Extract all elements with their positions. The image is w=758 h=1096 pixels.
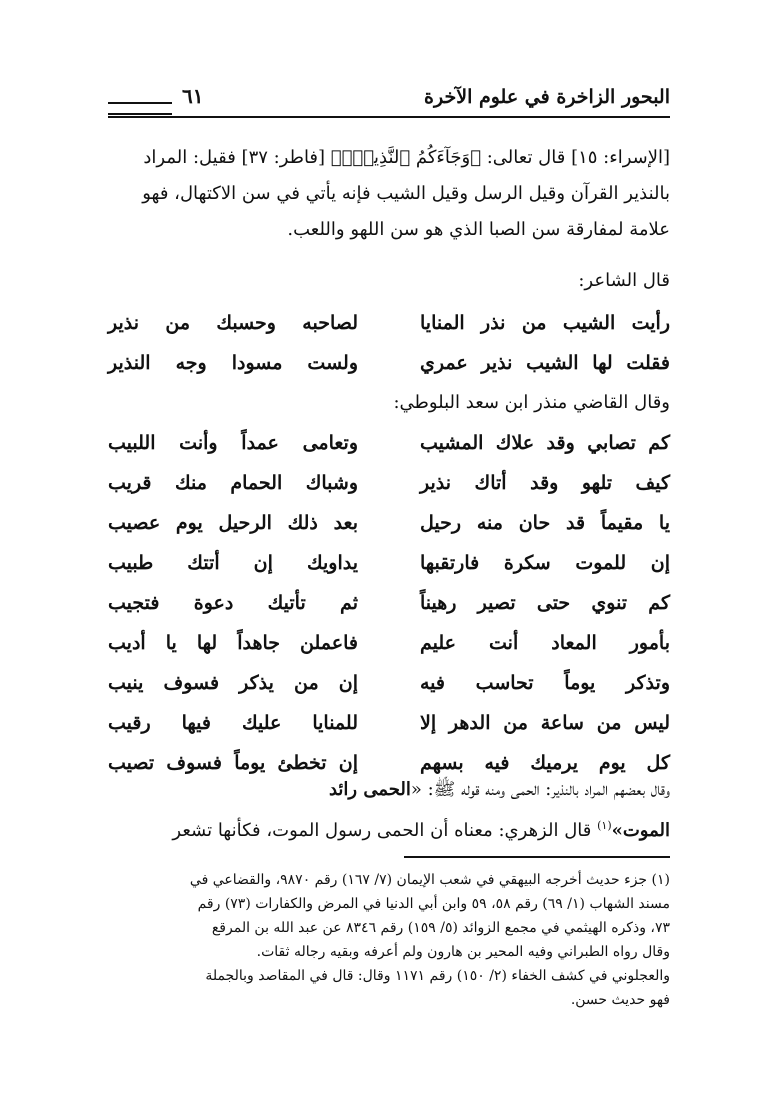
verse [108,472,670,512]
paragraph-quran-citation [108,140,670,248]
running-title: البحور الزاخرة في علوم الآخرة [424,86,670,108]
poem-second [108,432,670,792]
text-line [108,808,670,849]
verse-second-hemistich: ولست مسودا وجه النذير [108,352,358,374]
verse-first-hemistich: بأمور المعاد أنت عليم [420,632,670,654]
verse-second-hemistich: يداويك إن أتتك طبيب [108,552,358,574]
verse-first-hemistich: ليس من ساعة من الدهر إلا [420,712,670,734]
verse-second-hemistich: للمنايا عليك فيها رقيب [108,712,358,734]
verse-first-hemistich: إن للموت سكرة فارتقبها [420,552,670,574]
hadith-quote-bold: الحمى رائد [328,779,411,800]
text-line: علامة لمفارقة سن الصبا الذي هو سن اللهو واللعب. [287,219,670,240]
header-ornament-bars [108,102,172,115]
text-run: قال الزهري: معناه أن الحمى رسول الموت، فكأنها تشعر [172,820,598,841]
verse [108,432,670,472]
header-rule [108,116,670,118]
verse-first-hemistich: كيف تلهو وقد أتاك نذير [420,472,670,494]
footnote-line: فهو حديث حسن. [570,992,670,1008]
footnotes [108,868,670,1012]
footnote-line: وقال رواه الطبراني وفيه المحير بن هارون ولم أعرفه وبقيه رجاله ثقات. [256,944,670,960]
hadith-quote-bold: الموت» [611,820,670,841]
footnote-line: (١) جزء حديث أخرجه البيهقي في شعب الإيمان (٧/ ١٦٧) رقم ٩٨٧٠، والقضاعي في [189,872,670,888]
verse-second-hemistich: ثم تأتيك دعوة فتجيب [108,592,358,614]
page-header [108,80,670,124]
poem-first [108,312,670,392]
verse-first-hemistich: وتذكر يوماً تحاسب فيه [420,672,670,694]
text-line: بالنذير القرآن وقيل الرسل وقيل الشيب فإنه يأتي في سن الاكتهال، فهو [142,183,670,204]
footnote-separator [404,856,670,858]
poem-intro-judge: وقال القاضي منذر ابن سعد البلوطي: [393,392,670,413]
poem-intro-poet: قال الشاعر: [578,270,670,291]
verse [108,352,670,392]
text-run: وقال بعضهم المراد بالنذير: الحمى ومنه قوله ﷺ: « [410,779,670,800]
verse-second-hemistich: وشباك الحمام منك قريب [108,472,358,494]
verse [108,632,670,672]
verse-second-hemistich: فاعملن جاهداً لها يا أديب [108,632,358,654]
verse-first-hemistich: فقلت لها الشيب نذير عمري [420,352,670,374]
footnote-marker: (١) [597,819,612,832]
verse [108,552,670,592]
verse-second-hemistich: إن تخطئ يوماً فسوف تصيب [108,752,358,774]
verse-second-hemistich: لصاحبه وحسبك من نذير [108,312,358,334]
verse [108,512,670,552]
footnote-line: والعجلوني في كشف الخفاء (٢/ ١٥٠) رقم ١١٧١ وقال: قال في المقاصد وبالجملة [205,968,670,984]
verse-first-hemistich: كم تصابي وقد علاك المشيب [420,432,670,454]
text-line: [الإسراء: ١٥] قال تعالى: ﴿وَجَآءَكُمُ ٱلنَّذِيرُۖ﴾ [فاطر: ٣٧] فقيل: المراد [143,147,670,168]
verse-second-hemistich: وتعامى عمداً وأنت اللبيب [108,432,358,454]
verse-first-hemistich: يا مقيماً قد حان منه رحيل [420,512,670,534]
page-number: ٦١ [182,84,204,108]
footnote-line: مسند الشهاب (١/ ٦٩) رقم ٥٨، ٥٩ وابن أبي الدنيا في المرض والكفارات (٧٣) رقم [197,896,670,912]
text-line [108,772,670,808]
verse-first-hemistich: كل يوم يرميك فيه بسهم [420,752,670,774]
footnote-line: ٧٣، وذكره الهيثمي في مجمع الزوائد (٥/ ١٥٩) رقم ٨٣٤٦ عن عبد الله بن المرقع [211,920,670,936]
verse-first-hemistich: رأيت الشيب من نذر المنايا [420,312,670,334]
verse [108,712,670,752]
verse-first-hemistich: كم تنوي حتى تصير رهيناً [420,592,670,614]
paragraph-fever-hadith [108,772,670,849]
verse-second-hemistich: إن من يذكر فسوف ينيب [108,672,358,694]
verse-second-hemistich: بعد ذلك الرحيل يوم عصيب [108,512,358,534]
verse [108,592,670,632]
verse [108,672,670,712]
verse [108,312,670,352]
